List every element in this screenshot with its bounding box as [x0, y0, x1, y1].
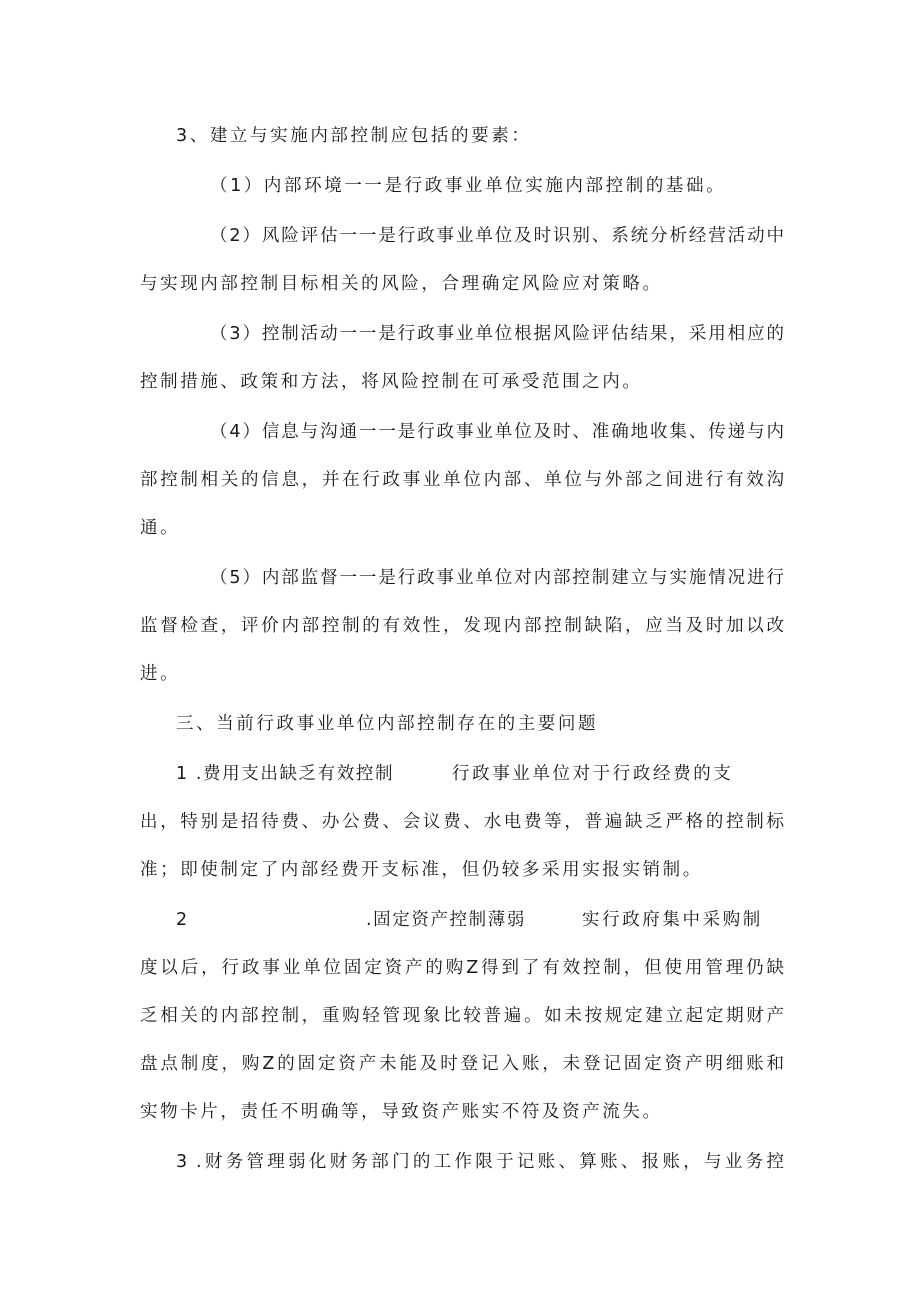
list-item-4-line-3: 通。	[140, 518, 181, 538]
list-item-3-line-2: 控制措施、政策和方法，将风险控制在可承受范围之内。	[140, 372, 643, 392]
issue-1-title: 1 .费用支出缺乏有效控制	[176, 764, 395, 784]
issue-2-title: .固定资产控制薄弱	[366, 910, 526, 930]
issue-2-text-start: 实行政府集中采购制	[582, 910, 763, 930]
issue-3-line-1: 3 .财务管理弱化财务部门的工作限于记账、算账、报账，与业务控	[176, 1152, 784, 1172]
list-item-2-line-2: 与实现内部控制目标相关的风险，合理确定风险应对策略。	[140, 274, 663, 294]
issue-1-line-3: 准；即使制定了内部经费开支标准，但仍较多采用实报实销制。	[140, 860, 703, 880]
list-item-5-line-3: 进。	[140, 664, 181, 684]
issue-2-line-5: 实物卡片，责任不明确等，导致资产账实不符及资产流失。	[140, 1102, 663, 1122]
list-item-4-line-2: 部控制相关的信息，并在行政事业单位内部、单位与外部之间进行有效沟	[140, 470, 784, 490]
issue-2-line-2: 度以后，行政事业单位固定资产的购Z得到了有效控制，但使用管理仍缺	[140, 958, 784, 978]
issue-2-line-4: 盘点制度，购Z的固定资产未能及时登记入账，未登记固定资产明细账和	[140, 1054, 784, 1074]
issue-2-number: 2	[176, 910, 190, 930]
list-item-3-line-1: （3）控制活动一一是行政事业单位根据风险评估结果，采用相应的	[210, 324, 784, 344]
issue-1-text-start: 行政事业单位对于行政经费的支	[452, 764, 734, 784]
section-heading-3: 三、当前行政事业单位内部控制存在的主要问题	[176, 714, 599, 734]
list-item-4-line-1: （4）信息与沟通一一是行政事业单位及时、准确地收集、传递与内	[210, 422, 784, 442]
list-item-5-line-2: 监督检查，评价内部控制的有效性，发现内部控制缺陷，应当及时加以改	[140, 616, 784, 636]
list-item-5-line-1: （5）内部监督一一是行政事业单位对内部控制建立与实施情况进行	[210, 568, 784, 588]
list-item-2-line-1: （2）风险评估一一是行政事业单位及时识别、系统分析经营活动中	[210, 226, 784, 246]
issue-1-line-2: 出，特别是招待费、办公费、会议费、水电费等，普遍缺乏严格的控制标	[140, 812, 784, 832]
issue-2-line-3: 乏相关的内部控制，重购轻管现象比较普遍。如未按规定建立起定期财产	[140, 1006, 784, 1026]
list-item-1: （1）内部环境一一是行政事业单位实施内部控制的基础。	[210, 176, 727, 196]
paragraph-heading-3: 3、建立与实施内部控制应包括的要素：	[176, 126, 532, 146]
